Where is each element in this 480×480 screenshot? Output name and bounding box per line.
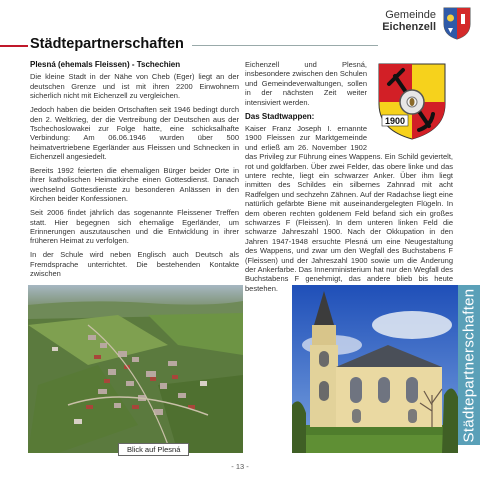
title-accent-rule xyxy=(0,45,28,47)
paragraph: Die kleine Stadt in der Nähe von Cheb (Eger) liegt an der deutschen Grenze und ist mit ihren 2200 Einwohnern sicherlich nicht mit Eichenzell zu vergleichen. xyxy=(30,72,239,101)
left-column xyxy=(30,60,239,283)
paragraph: In der Schule wird neben Englisch auch Deutsch als Fremdsprache unterrichtet. Die bestehenden Kontakte zwischen xyxy=(30,250,239,279)
paragraph: Kaiser Franz Joseph I. ernannte 1900 Fleissen zur Marktgemeinde und erließ am 26. November 1902 das Privileg zur Führung eines Wappens. Ein Schild geviertelt, rot und goldfarben. Über zwei Felder, das obere linke und das untere rechte, liegt ein schwarzer Anker. Über ihm liegt inmitten des Schildes ein silbernes Zahnrad mit acht Radfelgen und sechzehn Zähnen. Auf der Radachse liegt eine natürlich gefärbte Biene mit auseinandergelegten Flügeln. In dem oberen rechten goldenem Feld befand sich ein großes schwarzes F (Fleissen). In dem unteren linken Feld die schwarze Jahreszahl 1900. Nach der Okkupation in den Jahren 1947-1948 ersuchte Plesná um eine Neugestaltung des Wappens, und zwar um den Wegfall des Buchstabens F (Fleissen) und der Jahreszahl 1900 sowie um die Änderung der Ankerfarbe. Das Innenministerium hat nur den Wegfall des Buchstabens F genehmigt, das andere blieb bis heute bestehen. xyxy=(245,123,453,293)
title-divider xyxy=(192,45,378,46)
right-column xyxy=(245,60,453,298)
page-title: Städtepartnerschaften xyxy=(30,36,184,52)
sidebar-label-text: Städtepartnerschaften xyxy=(460,288,478,442)
paragraph: Bereits 1992 feierten die ehemaligen Bürger beider Orte in ihrer katholischen Heimatkirche einen Gottesdienst. Danach wechselnd Gottesdienste zu besonderen Anlässen in den Kirchen beider Konfessionen. xyxy=(30,166,239,204)
paragraph: Jedoch haben die beiden Ortschaften seit 1946 bedingt durch den 2. Weltkrieg, der die Vertreibung der Deutschen aus der Tschechoslowakei zur Folge hatte, eine schicksalhafte Verbindung: Am 06.06.1946 wurden über 500 heimatvertriebene Egerländer aus Fleissen und Schnecken in Eichenzell angesiedelt. xyxy=(30,105,239,162)
photo-caption: Blick auf Plesná xyxy=(118,443,189,456)
plesna-coat-of-arms xyxy=(371,60,453,142)
page-number: - 13 - xyxy=(231,462,249,471)
brand-line-2: Eichenzell xyxy=(382,20,436,33)
coat-of-arms-heading: Das Stadtwappen: xyxy=(245,111,315,121)
church-photo xyxy=(292,285,458,453)
eichenzell-coat-of-arms-icon xyxy=(442,6,472,40)
sidebar-section-label xyxy=(458,285,480,445)
aerial-town-photo xyxy=(28,285,243,453)
paragraph: Seit 2006 findet jährlich das sogenannte Fleissener Treffen statt. Hier begegnen sich ehemalige Egerländer, um Erinnerungen auszutauschen und die Entwicklung in ihrer früheren Heimat zu verfolgen. xyxy=(30,208,239,246)
section-heading: Plesná (ehemals Fleissen) - Tschechien xyxy=(30,60,181,69)
brand-text xyxy=(382,10,436,33)
municipality-brand xyxy=(382,6,472,42)
paragraph: Eichenzell und Plesná, insbesondere zwischen den Schulen und Gemeindeverwaltungen, sollen in der nächsten Zeit weiter intensiviert werden. xyxy=(245,60,367,107)
brand-line-1: Gemeinde xyxy=(385,9,436,21)
crest-year-label: 1900 xyxy=(384,116,406,126)
